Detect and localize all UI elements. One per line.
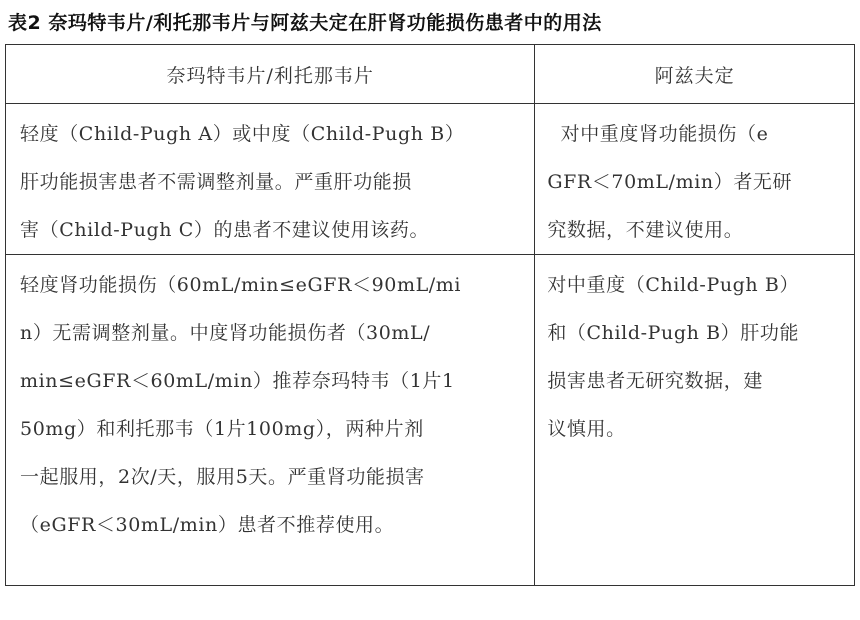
table-row-kidney xyxy=(6,255,855,586)
text-line: 轻度肾功能损伤（60mL/min≤eGFR＜90mL/mi xyxy=(20,274,462,296)
text-line: 对中重度（Child-Pugh B） xyxy=(547,274,800,296)
text-line: 50mg）和利托那韦（1片100mg），两种片剂 xyxy=(20,418,424,440)
text-line: 和（Child-Pugh B）肝功能 xyxy=(547,322,800,344)
header-azvudine: 阿兹夫定 xyxy=(535,45,855,104)
header-nirmatrelvir-ritonavir: 奈玛特韦片/利托那韦片 xyxy=(6,45,535,104)
cell-kidney-nirmatrelvir xyxy=(6,255,535,586)
text-line: 议慎用。 xyxy=(547,418,626,440)
cell-liver-nirmatrelvir xyxy=(6,104,535,255)
table-title: 表2 奈玛特韦片/利托那韦片与阿兹夫定在肝肾功能损伤患者中的用法 xyxy=(8,12,602,34)
text-line: 害（Child-Pugh C）的患者不建议使用该药。 xyxy=(20,219,430,241)
text-line: （eGFR＜30mL/min）患者不推荐使用。 xyxy=(20,514,395,536)
text-line: 对中重度肾功能损伤（e xyxy=(547,123,769,145)
text-line: 一起服用，2次/天，服用5天。严重肾功能损害 xyxy=(20,466,425,488)
text-line: 究数据，不建议使用。 xyxy=(547,219,744,241)
dosage-table xyxy=(5,44,855,586)
text-line: GFR＜70mL/min）者无研 xyxy=(547,171,793,193)
table-row-liver xyxy=(6,104,855,255)
text-line: 轻度（Child-Pugh A）或中度（Child-Pugh B） xyxy=(20,123,465,145)
cell-liver-azvudine xyxy=(535,255,855,586)
text-line: 肝功能损害患者不需调整剂量。严重肝功能损 xyxy=(20,171,413,193)
text-line: 损害患者无研究数据，建 xyxy=(547,370,763,392)
text-line: min≤eGFR＜60mL/min）推荐奈玛特韦（1片1 xyxy=(20,370,455,392)
table-header-row xyxy=(6,45,855,104)
text-line: n）无需调整剂量。中度肾功能损伤者（30mL/ xyxy=(20,322,431,344)
cell-kidney-azvudine xyxy=(535,104,855,255)
